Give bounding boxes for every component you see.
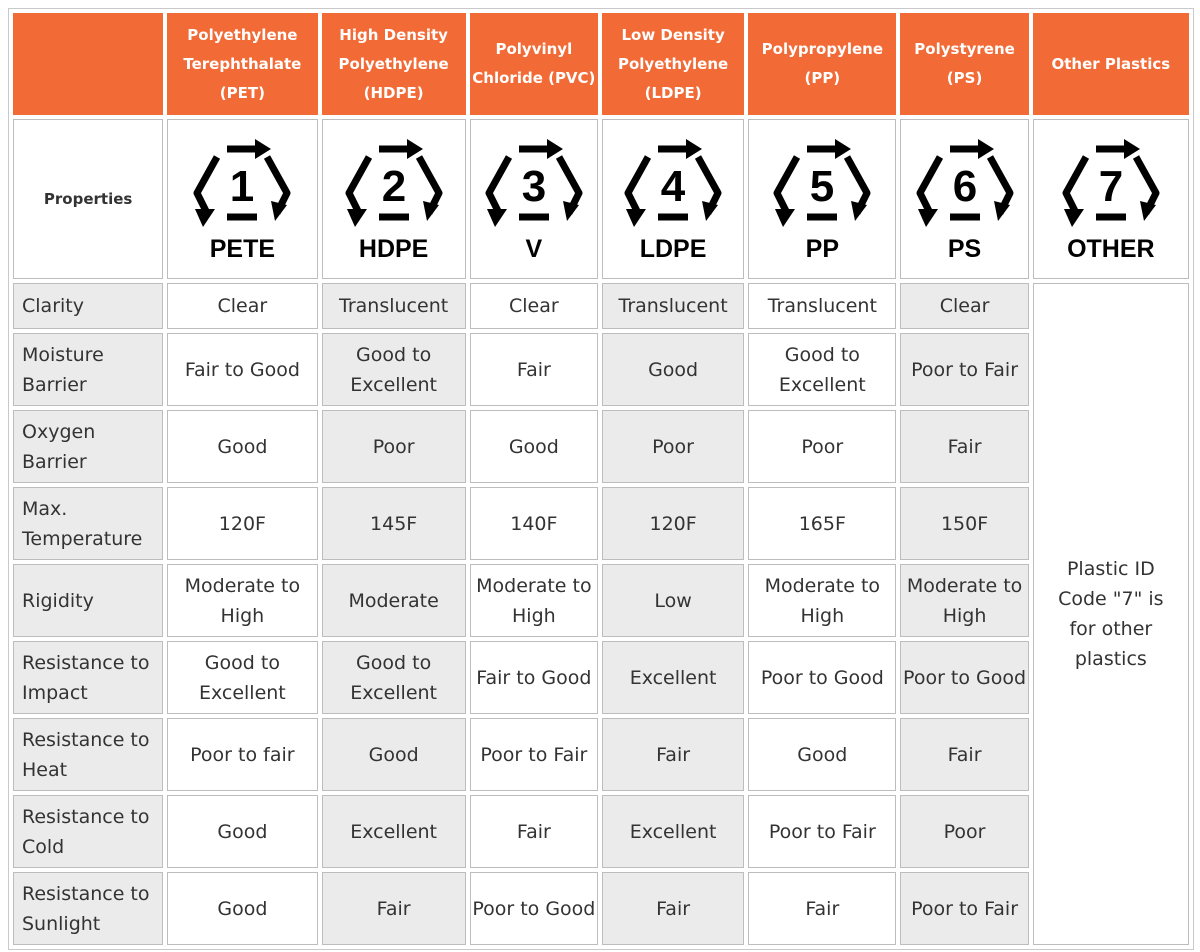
header-pp: Polypropylene (PP) [748, 13, 896, 115]
value-hdpe: Moderate [322, 564, 466, 637]
resin-code-label: V [525, 234, 543, 263]
resin-number: 4 [660, 161, 686, 211]
recycle-icon [618, 135, 728, 231]
property-row [13, 283, 1189, 329]
property-label: Clarity [13, 283, 163, 329]
value-ps: Poor to Good [900, 641, 1028, 714]
header-hdpe: High Density Polyethylene (HDPE) [322, 13, 466, 115]
resin-code-pvc [470, 119, 598, 279]
resin-number: 5 [810, 161, 835, 211]
resin-code-label: PETE [209, 234, 276, 263]
resin-code-ldpe [602, 119, 744, 279]
resin-code-pet [167, 119, 317, 279]
value-ps: 150F [900, 487, 1028, 560]
resin-number: 6 [952, 161, 977, 211]
property-row [13, 872, 1189, 945]
property-row [13, 795, 1189, 868]
header-other: Other Plastics [1033, 13, 1189, 115]
property-row [13, 487, 1189, 560]
other-plastics-note: Plastic ID Code "7" is for other plastics [1033, 283, 1189, 945]
value-ps: Poor to Fair [900, 333, 1028, 406]
value-pvc: Fair [470, 333, 598, 406]
resin-code-label: OTHER [1067, 234, 1155, 263]
value-hdpe: Good to Excellent [322, 641, 466, 714]
resin-code-label: PS [947, 234, 982, 263]
recycle-icon [767, 135, 877, 231]
value-pp: Poor to Fair [748, 795, 896, 868]
value-ps: Poor [900, 795, 1028, 868]
value-pp: Translucent [748, 283, 896, 329]
value-pvc: Fair [470, 795, 598, 868]
property-label: Rigidity [13, 564, 163, 637]
value-pet: 120F [167, 487, 317, 560]
header-ldpe: Low Density Polyethylene (LDPE) [602, 13, 744, 115]
resin-code-label: PP [805, 234, 839, 263]
value-pp: Poor [748, 410, 896, 483]
value-pp: Good [748, 718, 896, 791]
value-ldpe: Fair [602, 872, 744, 945]
value-pet: Poor to fair [167, 718, 317, 791]
value-hdpe: Fair [322, 872, 466, 945]
resin-number: 2 [381, 161, 406, 211]
symbol-row [13, 119, 1189, 279]
value-pet: Good [167, 410, 317, 483]
value-pp: Moderate to High [748, 564, 896, 637]
resin-code-hdpe [322, 119, 466, 279]
value-hdpe: Poor [322, 410, 466, 483]
recycle-icon [479, 135, 589, 231]
value-pet: Good [167, 872, 317, 945]
value-pvc: Poor to Good [470, 872, 598, 945]
property-row [13, 641, 1189, 714]
resin-code-label: LDPE [639, 234, 707, 263]
value-ldpe: Fair [602, 718, 744, 791]
resin-code-ps [900, 119, 1028, 279]
property-label: Moisture Barrier [13, 333, 163, 406]
value-ps: Poor to Fair [900, 872, 1028, 945]
value-hdpe: Good [322, 718, 466, 791]
property-label: Resistance to Heat [13, 718, 163, 791]
value-hdpe: Excellent [322, 795, 466, 868]
value-pet: Good to Excellent [167, 641, 317, 714]
resin-number: 7 [1098, 161, 1124, 211]
property-row [13, 718, 1189, 791]
resin-code-other [1033, 119, 1189, 279]
value-ldpe: Translucent [602, 283, 744, 329]
value-pvc: Good [470, 410, 598, 483]
value-ps: Clear [900, 283, 1028, 329]
property-row [13, 410, 1189, 483]
value-ps: Fair [900, 718, 1028, 791]
value-pet: Good [167, 795, 317, 868]
value-pp: Fair [748, 872, 896, 945]
header-row [13, 13, 1189, 115]
value-pet: Moderate to High [167, 564, 317, 637]
value-ldpe: 120F [602, 487, 744, 560]
resin-number: 1 [230, 161, 255, 211]
properties-label: Properties [13, 119, 163, 279]
header-pet: Polyethylene Terephthalate (PET) [167, 13, 317, 115]
property-label: Resistance to Cold [13, 795, 163, 868]
value-pp: Poor to Good [748, 641, 896, 714]
value-ps: Moderate to High [900, 564, 1028, 637]
value-hdpe: Translucent [322, 283, 466, 329]
value-hdpe: 145F [322, 487, 466, 560]
plastics-properties-table [8, 8, 1194, 950]
recycle-icon [187, 135, 297, 231]
value-pp: 165F [748, 487, 896, 560]
value-pet: Clear [167, 283, 317, 329]
value-pp: Good to Excellent [748, 333, 896, 406]
recycle-icon [339, 135, 449, 231]
resin-code-pp [748, 119, 896, 279]
value-ldpe: Excellent [602, 795, 744, 868]
value-ps: Fair [900, 410, 1028, 483]
property-label: Oxygen Barrier [13, 410, 163, 483]
value-pvc: Moderate to High [470, 564, 598, 637]
recycle-icon [910, 135, 1020, 231]
value-ldpe: Low [602, 564, 744, 637]
property-label: Max. Temperature [13, 487, 163, 560]
value-pet: Fair to Good [167, 333, 317, 406]
value-pvc: Fair to Good [470, 641, 598, 714]
header-ps: Polystyrene (PS) [900, 13, 1028, 115]
property-label: Resistance to Sunlight [13, 872, 163, 945]
value-hdpe: Good to Excellent [322, 333, 466, 406]
resin-number: 3 [521, 161, 547, 211]
property-label: Resistance to Impact [13, 641, 163, 714]
value-pvc: Poor to Fair [470, 718, 598, 791]
property-row [13, 333, 1189, 406]
value-ldpe: Excellent [602, 641, 744, 714]
recycle-icon [1056, 135, 1166, 231]
value-ldpe: Good [602, 333, 744, 406]
property-row [13, 564, 1189, 637]
value-pvc: 140F [470, 487, 598, 560]
resin-code-label: HDPE [358, 234, 429, 263]
header-corner [13, 13, 163, 115]
value-ldpe: Poor [602, 410, 744, 483]
value-pvc: Clear [470, 283, 598, 329]
header-pvc: Polyvinyl Chloride (PVC) [470, 13, 598, 115]
